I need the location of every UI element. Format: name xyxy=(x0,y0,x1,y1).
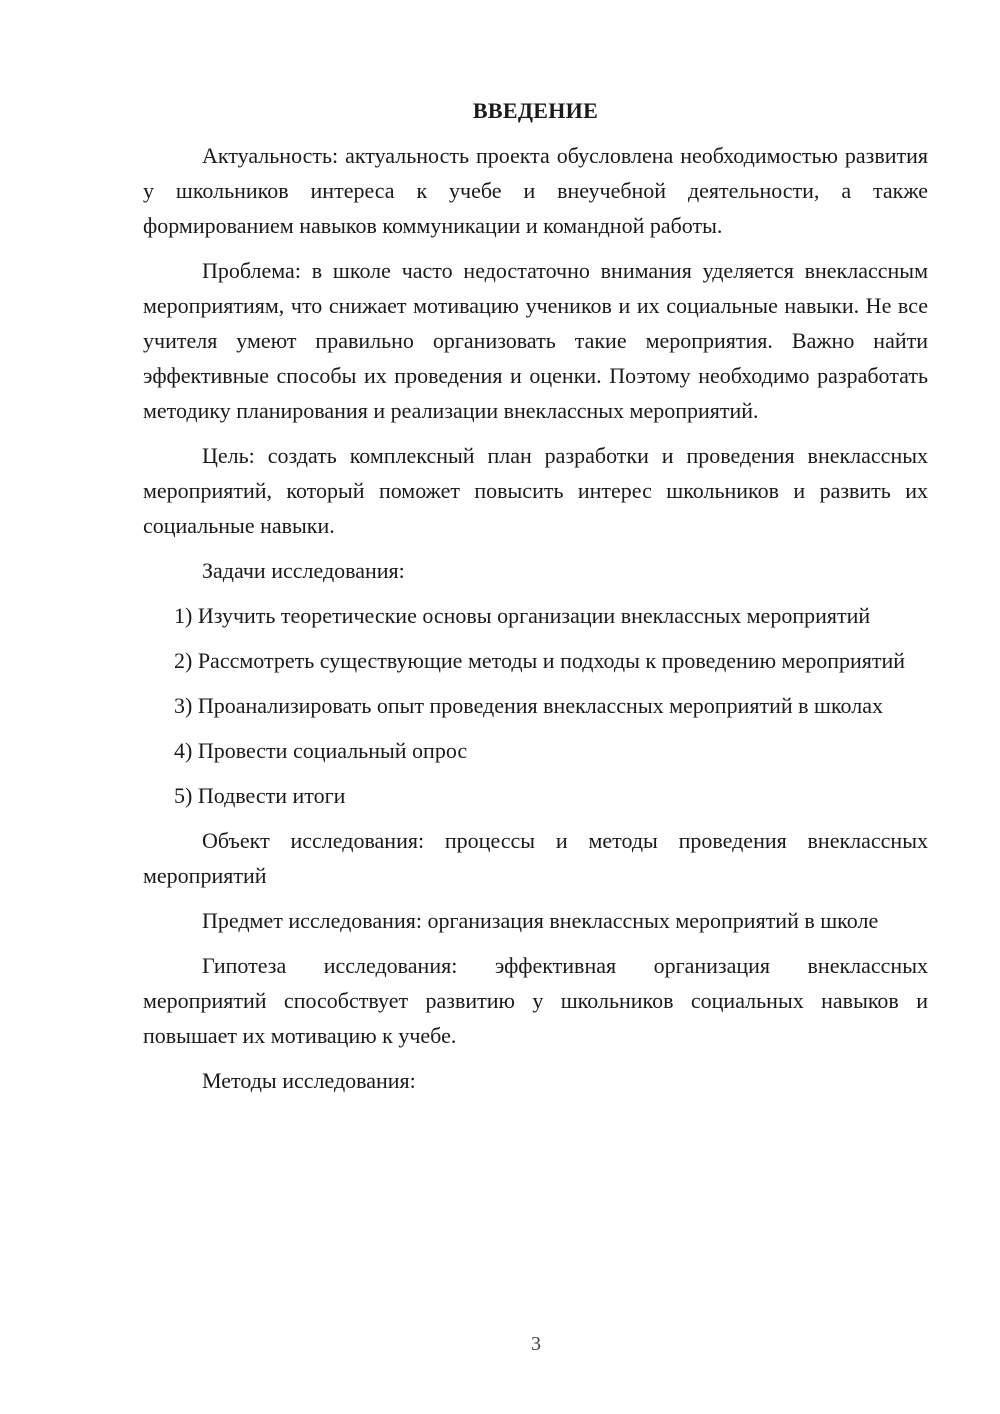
task-item: 5) Подвести итоги xyxy=(174,783,346,808)
problem-paragraph: Проблема: в школе часто недостаточно внимания уделяется внеклассным мероприятиям, что снижает мотивацию учеников и их социальные навыки. Не все учителя умеют правильно организовать такие мероприятия. Важно найти эффективные способы их проведения и оценки. Поэтому необходимо разработать методику планирования и реализации внеклассных мероприятий. xyxy=(143,258,928,423)
page-number: 3 xyxy=(531,1333,541,1355)
tasks-heading: Задачи исследования: xyxy=(202,558,405,583)
task-item: 2) Рассмотреть существующие методы и подходы к проведению мероприятий xyxy=(174,648,906,673)
task-item: 1) Изучить теоретические основы организации внеклассных мероприятий xyxy=(174,603,871,628)
relevance-paragraph: Актуальность: актуальность проекта обусловлена необходимостью развития у школьников интереса к учебе и внеучебной деятельности, а также формированием навыков коммуникации и командной работы. xyxy=(143,143,928,238)
task-item: 4) Провести социальный опрос xyxy=(174,738,468,763)
goal-paragraph: Цель: создать комплексный план разработки и проведения внеклассных мероприятий, который поможет повысить интерес школьников и развить их социальные навыки. xyxy=(143,443,928,538)
object-paragraph: Объект исследования: процессы и методы проведения внеклассных мероприятий xyxy=(143,828,928,888)
task-item: 3) Проанализировать опыт проведения внеклассных мероприятий в школах xyxy=(174,693,883,718)
section-title: ВВЕДЕНИЕ xyxy=(472,98,599,123)
page-content xyxy=(143,93,928,1108)
subject-paragraph: Предмет исследования: организация внеклассных мероприятий в школе xyxy=(202,908,879,933)
hypothesis-paragraph: Гипотеза исследования: эффективная организация внеклассных мероприятий способствует развитию у школьников социальных навыков и повышает их мотивацию к учебе. xyxy=(143,953,928,1048)
methods-heading: Методы исследования: xyxy=(202,1068,416,1093)
